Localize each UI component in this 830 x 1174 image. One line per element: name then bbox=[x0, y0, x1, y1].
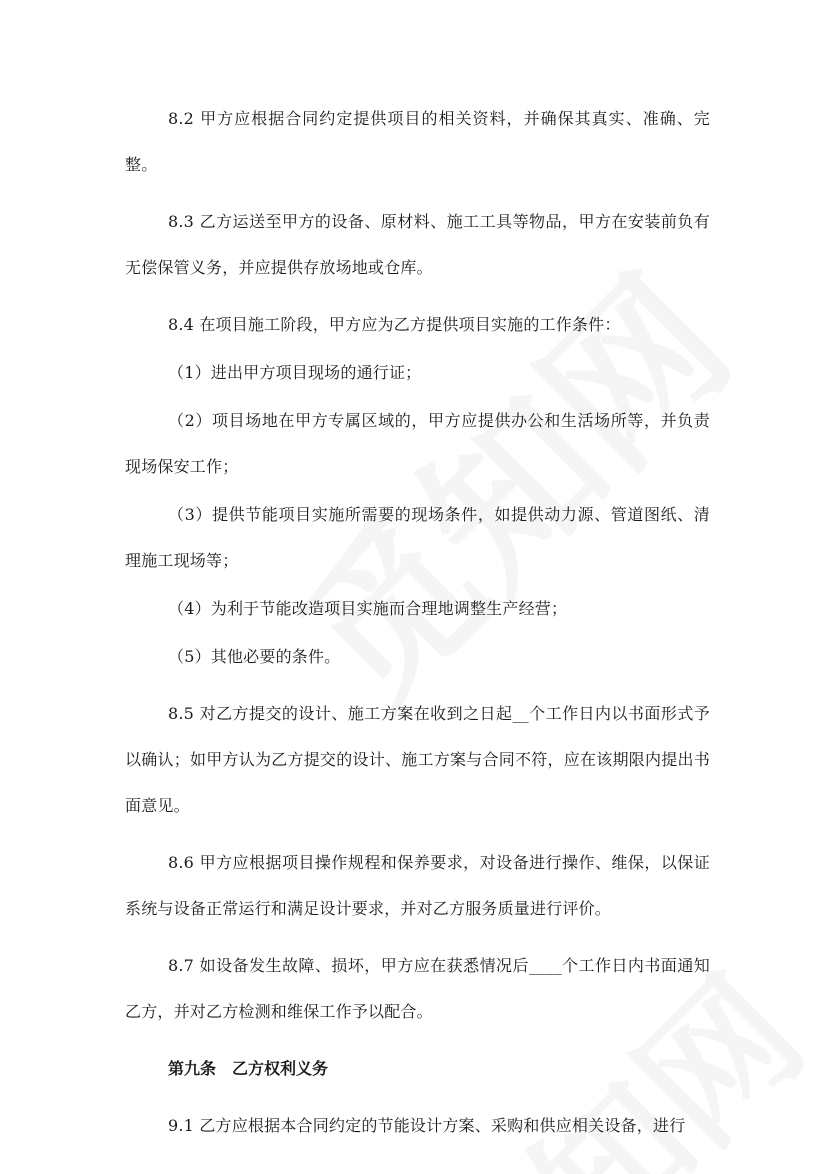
clause-8-4: 8.4 在项目施工阶段，甲方应为乙方提供项目实施的工作条件： bbox=[168, 315, 621, 334]
clause-8-3: 8.3 乙方运送至甲方的设备、原材料、施工工具等物品，甲方在安装前负有无偿保管义务，并应提供存放场地或仓库。 bbox=[125, 212, 710, 277]
clause-8-5: 8.5 对乙方提交的设计、施工方案在收到之日起__个工作日内以书面形式予以确认；如甲方认为乙方提交的设计、施工方案与合同不符，应在该期限内提出书面意见。 bbox=[125, 704, 710, 815]
clause-8-4-item-3: （3）提供节能项目实施所需要的现场条件，如提供动力源、管道图纸、清理施工现场等； bbox=[125, 505, 710, 570]
section-heading: 第九条 乙方权利义务 bbox=[168, 1059, 329, 1078]
clause-8-6: 8.6 甲方应根据项目操作规程和保养要求，对设备进行操作、维保，以保证系统与设备正常运行和满足设计要求，并对乙方服务质量进行评价。 bbox=[125, 853, 710, 918]
clause-8-7: 8.7 如设备发生故障、损坏，甲方应在获悉情况后____个工作日内书面通知乙方，并对乙方检测和维保工作予以配合。 bbox=[125, 956, 710, 1021]
clause-8-4-item-2: （2）项目场地在甲方专属区域的，甲方应提供办公和生活场所等，并负责现场保安工作； bbox=[125, 411, 710, 476]
clause-8-4-item-4: （4）为利于节能改造项目实施而合理地调整生产经营； bbox=[168, 599, 568, 618]
document-body bbox=[125, 96, 710, 1160]
clause-8-4-item-1: （1）进出甲方项目现场的通行证； bbox=[168, 363, 422, 382]
clause-8-2: 8.2 甲方应根据合同约定提供项目的相关资料，并确保其真实、准确、完整。 bbox=[125, 109, 710, 174]
clause-9-1: 9.1 乙方应根据本合同约定的节能设计方案、采购和供应相关设备，进行 bbox=[168, 1116, 686, 1135]
clause-8-4-item-5: （5）其他必要的条件。 bbox=[168, 647, 341, 666]
